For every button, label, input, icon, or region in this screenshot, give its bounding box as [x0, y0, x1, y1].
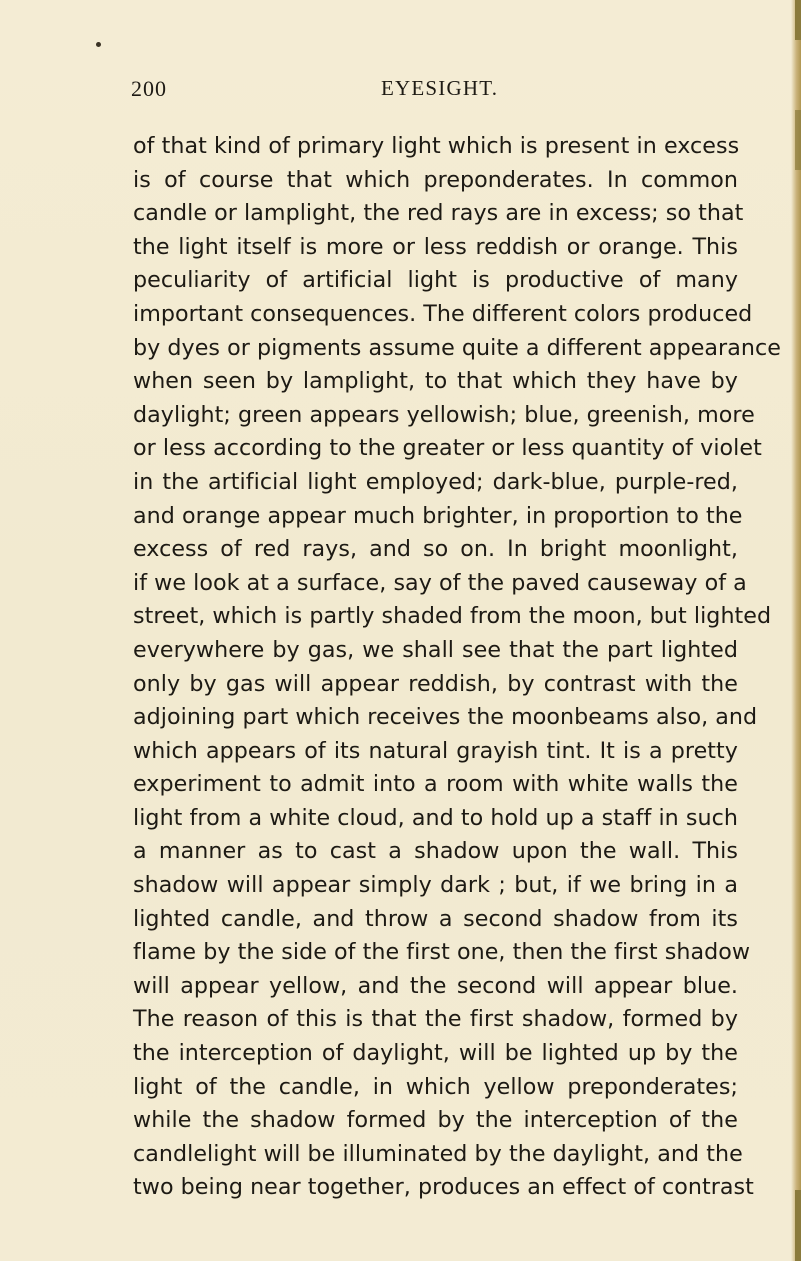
- page-header: [131, 76, 737, 106]
- text-line: only by gas will appear reddish, by contrast with the: [133, 670, 738, 697]
- text-line: lighted candle, and throw a second shadow from its: [133, 905, 738, 932]
- text-line: excess of red rays, and so on. In bright moonlight,: [133, 536, 738, 563]
- text-line: peculiarity of artificial light is productive of many: [133, 267, 738, 294]
- text-line: is of course that which preponderates. In common: [133, 166, 738, 193]
- margin-mark: [96, 42, 101, 47]
- text-line: while the shadow formed by the interception of the: [133, 1107, 738, 1134]
- text-line: light from a white cloud, and to hold up a staff in such: [133, 804, 738, 831]
- text-line: the light itself is more or less reddish or orange. This: [133, 233, 738, 260]
- text-line: the interception of daylight, will be lighted up by the: [133, 1040, 738, 1067]
- text-line: two being near together, produces an effect of contrast: [133, 1174, 754, 1201]
- page-number: 200: [131, 76, 167, 101]
- text-line: experiment to admit into a room with white walls the: [133, 771, 738, 798]
- text-line: when seen by lamplight, to that which they have by: [133, 368, 738, 395]
- text-line: by dyes or pigments assume quite a different appearance: [133, 334, 781, 361]
- text-line: candlelight will be illuminated by the daylight, and the: [133, 1140, 743, 1167]
- text-line: or less according to the greater or less quantity of violet: [133, 435, 762, 462]
- text-line: shadow will appear simply dark ; but, if we bring in a: [133, 872, 738, 899]
- text-line: adjoining part which receives the moonbeams also, and: [133, 704, 758, 731]
- text-line: candle or lamplight, the red rays are in excess; so that: [133, 200, 744, 227]
- body-text: [133, 130, 781, 1205]
- text-line: light of the candle, in which yellow preponderates;: [133, 1073, 738, 1100]
- text-line: a manner as to cast a shadow upon the wall. This: [133, 838, 738, 865]
- text-line: everywhere by gas, we shall see that the part lighted: [133, 636, 738, 663]
- running-head: EYESIGHT.: [381, 76, 499, 100]
- edge-mark: [795, 110, 801, 170]
- text-line: The reason of this is that the first shadow, formed by: [133, 1006, 738, 1033]
- text-line: daylight; green appears yellowish; blue, greenish, more: [133, 401, 755, 428]
- text-line: in the artificial light employed; dark-blue, purple-red,: [133, 468, 738, 495]
- text-line: and orange appear much brighter, in proportion to the: [133, 502, 743, 529]
- edge-mark: [795, 0, 801, 40]
- text-line: important consequences. The different colors produced: [133, 300, 753, 327]
- text-line: flame by the side of the first one, then the first shadow: [133, 939, 751, 966]
- text-line: if we look at a surface, say of the paved causeway of a: [133, 569, 747, 596]
- edge-mark: [795, 1190, 801, 1261]
- text-line: of that kind of primary light which is present in excess: [133, 133, 740, 159]
- text-line: which appears of its natural grayish tint. It is a pretty: [133, 737, 738, 764]
- page-edge-shadow: [791, 0, 801, 1261]
- text-line: will appear yellow, and the second will appear blue.: [133, 972, 738, 999]
- text-line: street, which is partly shaded from the moon, but lighted: [133, 603, 772, 630]
